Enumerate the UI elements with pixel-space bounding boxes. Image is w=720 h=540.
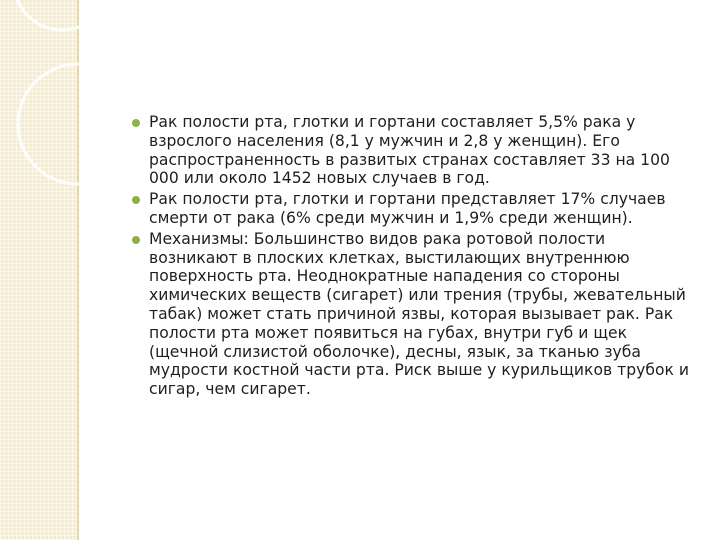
list-item: [132, 230, 697, 399]
bullet-text: Рак полости рта, глотки и гортани представляет 17% случаев смерти от рака (6% среди мужчин и 1,9% среди женщин).: [149, 190, 666, 227]
decorative-circles: [0, 0, 130, 200]
decorative-circle-lower: [18, 64, 130, 184]
bullet-list: [132, 113, 697, 401]
list-item: [132, 113, 697, 188]
bullet-text: Механизмы: Большинство видов рака ротовой полости возникают в плоских клетках, выстилающих внутреннюю поверхность рта. Неоднократные нападения со стороны химических веществ (сигарет) или трения (трубы, жевательный табак) может стать причиной язвы, которая вызывает рак. Рак полости рта может появиться на губах, внутри губ и щек (щечной слизистой оболочке), десны, язык, за тканью зуба мудрости костной части рта. Риск выше у курильщиков трубок и сигар, чем сигарет.: [149, 229, 690, 399]
bullet-text: Рак полости рта, глотки и гортани составляет 5,5% рака у взрослого населения (8,1 у мужчин и 2,8 у женщин). Его распространенность в развитых странах составляет 33 на 100 000 или около 1452 новых случаев в год.: [149, 113, 670, 188]
list-item: [132, 190, 697, 228]
bullet-dot-icon: [132, 236, 140, 244]
bullet-dot-icon: [132, 196, 140, 204]
bullet-dot-icon: [132, 119, 140, 127]
decorative-circle-upper: [14, 0, 110, 30]
